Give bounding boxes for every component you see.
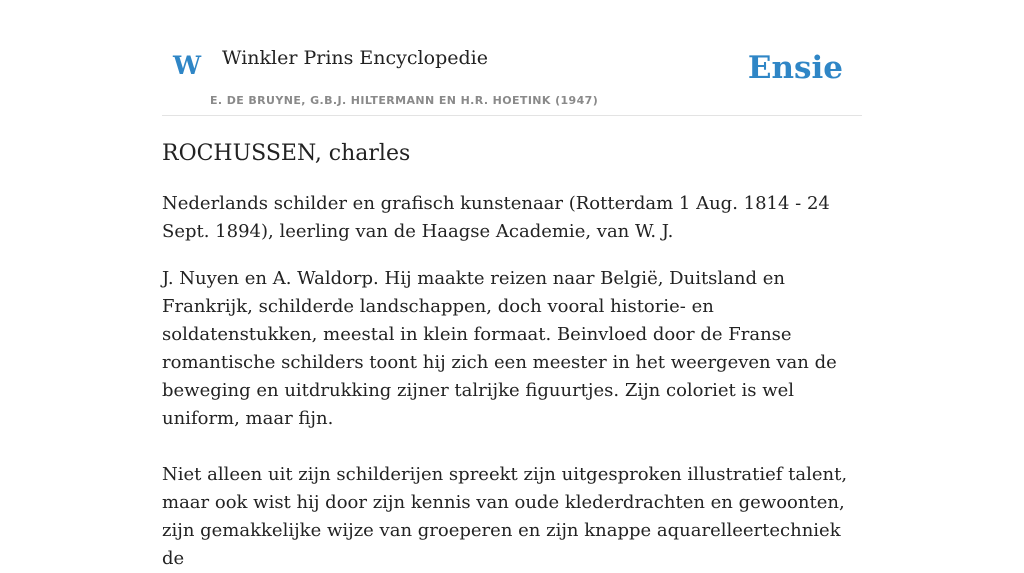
site-subtitle-authors: E. DE BRUYNE, G.B.J. HILTERMANN EN H.R. HOETINK (1947): [210, 94, 599, 107]
entry-title: ROCHUSSEN, charles: [162, 141, 411, 166]
article-paragraph-3: Niet alleen uit zijn schilderijen spreekt zijn uitgesproken illustratief talent, maar ook wist hij door zijn kennis van oude klederdrachten en gewoonten, zijn gemakkelijke wijze van groeperen en zijn knappe aquarelleertechniek de: [162, 464, 848, 569]
article-paragraph-2: J. Nuyen en A. Waldorp. Hij maakte reizen naar België, Duitsland en Frankrijk, schilderde landschappen, doch vooral historie- en soldatenstukken, meestal in klein formaat. Beinvloed door de Franse romantische schilders toont hij zich een meester in het weergeven van de beweging en uitdrukking zijner talrijke figuurtjes. Zijn coloriet is wel uniform, maar fijn.: [162, 268, 837, 429]
site-header: [162, 40, 862, 116]
winkler-prins-logo[interactable]: W: [173, 51, 202, 80]
article-paragraph-1: Nederlands schilder en grafisch kunstenaar (Rotterdam 1 Aug. 1814 - 24 Sept. 1894), leerling van de Haagse Academie, van W. J.: [162, 193, 830, 242]
ensie-brand-logo[interactable]: Ensie: [747, 50, 843, 86]
article-content: [162, 138, 862, 573]
site-title[interactable]: Winkler Prins Encyclopedie: [222, 47, 488, 69]
